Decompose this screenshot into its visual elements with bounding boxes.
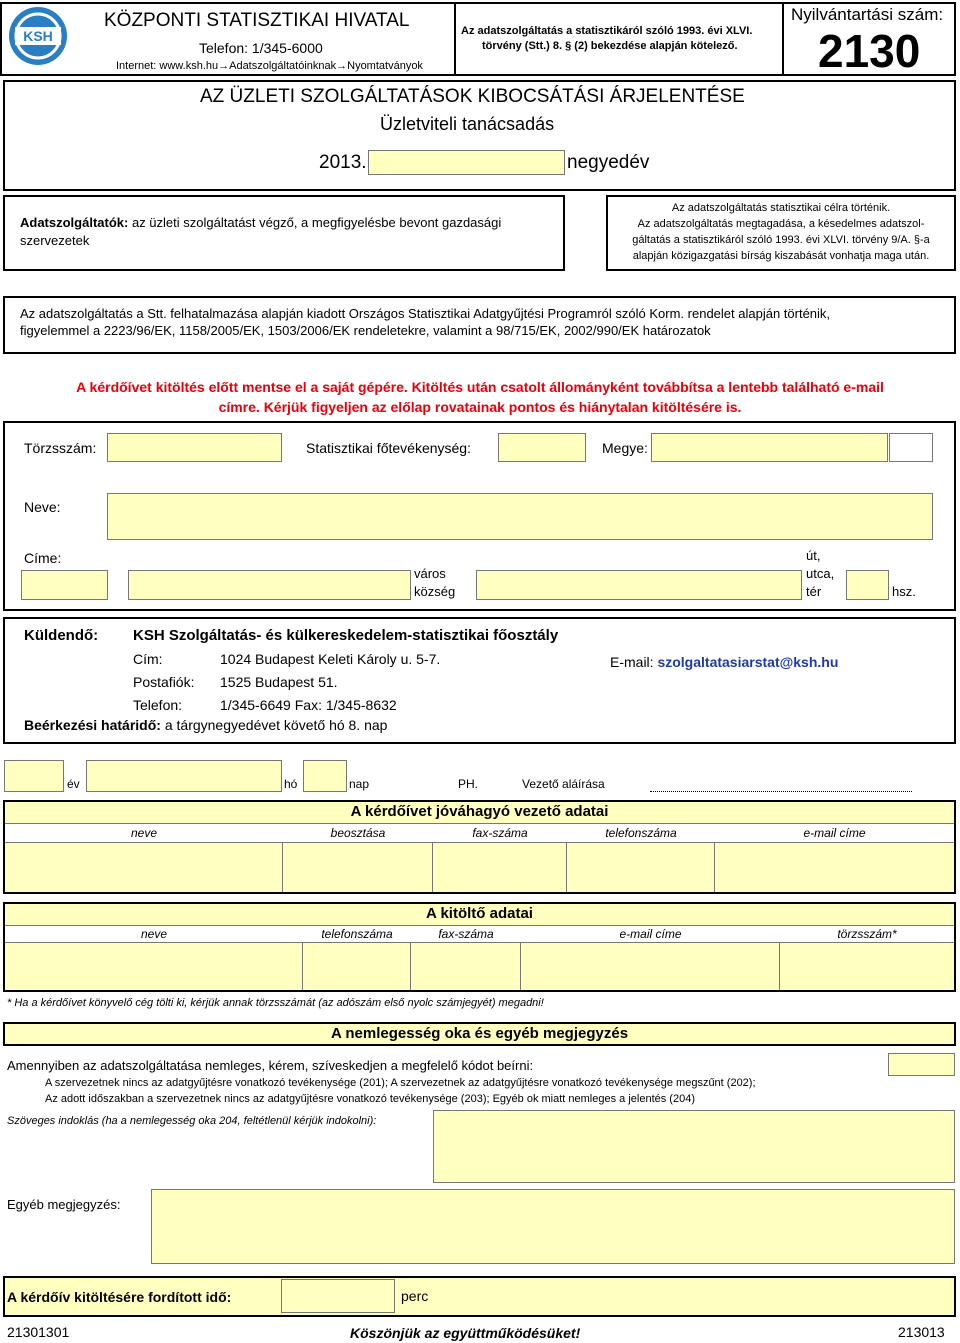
reg-number: 2130 [818, 25, 921, 77]
filler-col-taxid: törzsszám* [837, 927, 897, 941]
filler-col-email: e-mail címe [619, 927, 682, 941]
providers-text-1 [20, 215, 501, 230]
filler-table [3, 902, 956, 992]
nil-codes-2: Az adott időszakban a szervezetnek nincs az adatgyűjtésre vonatkozó tevékenysége (203); Egyéb ok miatt nemleges a jelentés (204) [45, 1093, 695, 1105]
filler-fax-input[interactable] [411, 943, 521, 990]
internet-prefix: Internet: www.ksh.hu [116, 60, 219, 72]
housenumber-input[interactable] [846, 570, 889, 600]
filler-footnote: * Ha a kérdőívet könyvelő cég tölti ki, kérjük annak törzsszámát (az adószám első nyolc számjegyét) megadni! [7, 997, 544, 1009]
deadline-value: a tárgynegyedévet követő hó 8. nap [164, 717, 388, 733]
year-label: 2013. [319, 152, 367, 173]
quarter-input[interactable] [368, 150, 565, 175]
org-phone: Telefon: 1/345-6000 [199, 40, 323, 56]
stat-note-2: Az adatszolgáltatás megtagadása, a késedelmes adatszol- [637, 218, 925, 230]
approver-col-position: beosztása [330, 826, 386, 840]
osap-line-1: Az adatszolgáltatás a Stt. felhatalmazása alapján kiadott Országos Statisztikai Adatgyűjtési Programról szóló Korm. rendelet alapján történik, [20, 306, 831, 321]
ho-label: hó [284, 777, 298, 791]
filler-title: A kitöltő adatai [426, 905, 533, 922]
month-input[interactable] [86, 760, 282, 792]
approver-email-input[interactable] [715, 843, 954, 892]
year-input[interactable] [4, 760, 64, 792]
telefon-label: Telefon: [133, 697, 183, 713]
time-input[interactable] [281, 1279, 395, 1313]
nil-reason-label: Szöveges indoklás (ha a nemlegesség oka 204, feltétlenül kérjük indokolni): [7, 1115, 377, 1127]
approver-fax-input[interactable] [433, 843, 567, 892]
day-input[interactable] [303, 760, 347, 792]
megye-label: Megye: [602, 440, 648, 456]
ksh-logo-icon [5, 6, 71, 66]
filler-email-input[interactable] [521, 943, 780, 990]
time-unit: perc [401, 1288, 429, 1304]
ph-label: PH. [458, 777, 479, 791]
approver-col-name: neve [130, 826, 158, 840]
filler-col-fax: fax-száma [438, 927, 494, 941]
filler-taxid-input[interactable] [780, 943, 954, 990]
legal-box [454, 2, 784, 76]
nap-label: nap [349, 777, 370, 791]
other-note-label: Egyéb megjegyzés: [7, 1197, 121, 1212]
postcode-input[interactable] [21, 570, 108, 600]
email-line [610, 654, 838, 670]
email-label: E-mail: [610, 654, 654, 670]
providers-desc: az üzleti szolgáltatást végző, a megfigyelésbe bevont gazdasági [131, 215, 502, 230]
time-label: A kérdőív kitöltésére fordított idő: [7, 1289, 232, 1305]
email-link[interactable]: szolgaltatasiarstat@ksh.hu [657, 654, 839, 670]
approver-name-input[interactable] [5, 843, 283, 892]
form-subtitle: Üzletviteli tanácsadás [380, 114, 555, 134]
fotevekenyseg-input[interactable] [498, 433, 586, 462]
nil-title: A nemlegesség oka és egyéb megjegyzés [330, 1025, 629, 1042]
warning-line-1: A kérdőívet kitöltés előtt mentse el a saját gépére. Kitöltés után csatolt állományként továbbítsa a lentebb található e-mail [76, 379, 884, 395]
stat-note-4: alapján közigazgatási bírság kiszabását vonhatja maga után. [632, 250, 930, 262]
fotevekenyseg-label: Statisztikai főtevékenység: [306, 440, 471, 456]
footer-code-left: 21301301 [7, 1324, 70, 1340]
sender-label: Küldendő: [24, 627, 99, 644]
filler-phone-input[interactable] [303, 943, 411, 990]
nil-code-input[interactable] [888, 1053, 955, 1076]
filler-name-input[interactable] [5, 943, 303, 990]
footer-code-right: 213013 [898, 1324, 945, 1340]
ut-label: út, [806, 548, 821, 563]
cime-label: Címe: [24, 550, 62, 566]
cim-value: 1024 Budapest Keleti Károly u. 5-7. [220, 651, 441, 667]
torzsszam-label: Törzsszám: [24, 440, 97, 456]
neve-input[interactable] [107, 493, 933, 540]
ter-label: tér [806, 584, 822, 599]
other-note-input[interactable] [151, 1189, 955, 1264]
approver-table [3, 800, 956, 894]
hsz-label: hsz. [892, 584, 916, 599]
torzsszam-input[interactable] [107, 433, 282, 462]
postafiok-label: Postafiók: [133, 674, 195, 690]
stat-note-3: gáltatás a statisztikáról szóló 1993. évi XLVI. törvény 9/A. §-a [632, 234, 930, 246]
logo-text: KSH [23, 28, 53, 44]
org-internet [116, 60, 423, 72]
arrow-icon: → [218, 60, 230, 72]
approver-title: A kérdőívet jóváhagyó vezető adatai [350, 803, 609, 820]
ev-label: év [67, 777, 80, 791]
stat-note-1: Az adatszolgáltatás statisztikai célra történik. [671, 202, 891, 214]
arrow-icon: → [336, 60, 348, 72]
approver-col-email: e-mail címe [803, 826, 866, 840]
megye-input[interactable] [651, 433, 888, 462]
vezeto-label: Vezető aláírása [522, 777, 605, 791]
org-name: KÖZPONTI STATISZTIKAI HIVATAL [104, 10, 410, 31]
filler-col-phone: telefonszáma [321, 927, 393, 941]
cim-label: Cím: [133, 651, 163, 667]
filler-col-name: neve [140, 927, 168, 941]
osap-line-2: figyelemmel a 2223/96/EK, 1158/2005/EK, 1503/2006/EK rendeletekre, valamint a 98/715/EK, 2002/990/EK határozatok [20, 323, 711, 338]
quarter-label: negyedév [567, 152, 650, 173]
postafiok-value: 1525 Budapest 51. [220, 674, 338, 690]
providers-text-2: szervezetek [20, 233, 90, 248]
approver-header-row [5, 823, 954, 843]
filler-header-row [5, 925, 954, 943]
approver-col-fax: fax-száma [472, 826, 528, 840]
nil-reason-input[interactable] [433, 1110, 955, 1183]
nil-codes-1: A szervezetnek nincs az adatgyűjtésre vonatkozó tevékenysége (201); A szervezetnek az adatgyűjtésre vonatkozó tevékenysége megszűnt (202); [45, 1077, 756, 1089]
warning-line-2: címre. Kérjük figyeljen az előlap rovatainak pontos és hiánytalan kitöltésére is. [218, 399, 742, 415]
approver-phone-input[interactable] [567, 843, 715, 892]
footer-thanks: Köszönjük az együttműködésüket! [350, 1325, 581, 1341]
neve-label: Neve: [24, 499, 61, 515]
utca-label: utca, [806, 566, 835, 581]
approver-position-input[interactable] [283, 843, 433, 892]
internet-link-providers[interactable]: Adatszolgáltatóinknak [229, 60, 337, 72]
city-input[interactable] [128, 570, 411, 600]
legal-line-2: törvény (Stt.) 8. § (2) bekezdése alapján kötelező. [482, 40, 738, 52]
approver-col-phone: telefonszáma [605, 826, 677, 840]
providers-label: Adatszolgáltatók: [20, 215, 129, 230]
signature-line[interactable] [650, 791, 912, 792]
sender-dept: KSH Szolgáltatás- és külkereskedelem-statisztikai főosztály [133, 627, 559, 644]
internet-link-forms[interactable]: Nyomtatványok [347, 60, 423, 72]
legal-line-1: Az adatszolgáltatás a statisztikáról szóló 1993. évi XLVI. [461, 25, 753, 37]
street-input[interactable] [476, 570, 802, 600]
form-title: AZ ÜZLETI SZOLGÁLTATÁSOK KIBOCSÁTÁSI ÁRJELENTÉSE [200, 86, 745, 107]
kozseg-label: község [414, 584, 456, 599]
varos-label: város [414, 566, 446, 581]
telefon-value: 1/345-6649 Fax: 1/345-8632 [220, 697, 397, 713]
megye-code-input[interactable] [889, 433, 933, 462]
reg-label: Nyilvántartási szám: [791, 5, 944, 24]
nil-intro: Amennyiben az adatszolgáltatása nemleges, kérem, szíveskedjen a megfelelő kódot beírni: [7, 1058, 534, 1073]
deadline-line [24, 717, 387, 733]
deadline-label: Beérkezési határidő: [24, 717, 161, 733]
